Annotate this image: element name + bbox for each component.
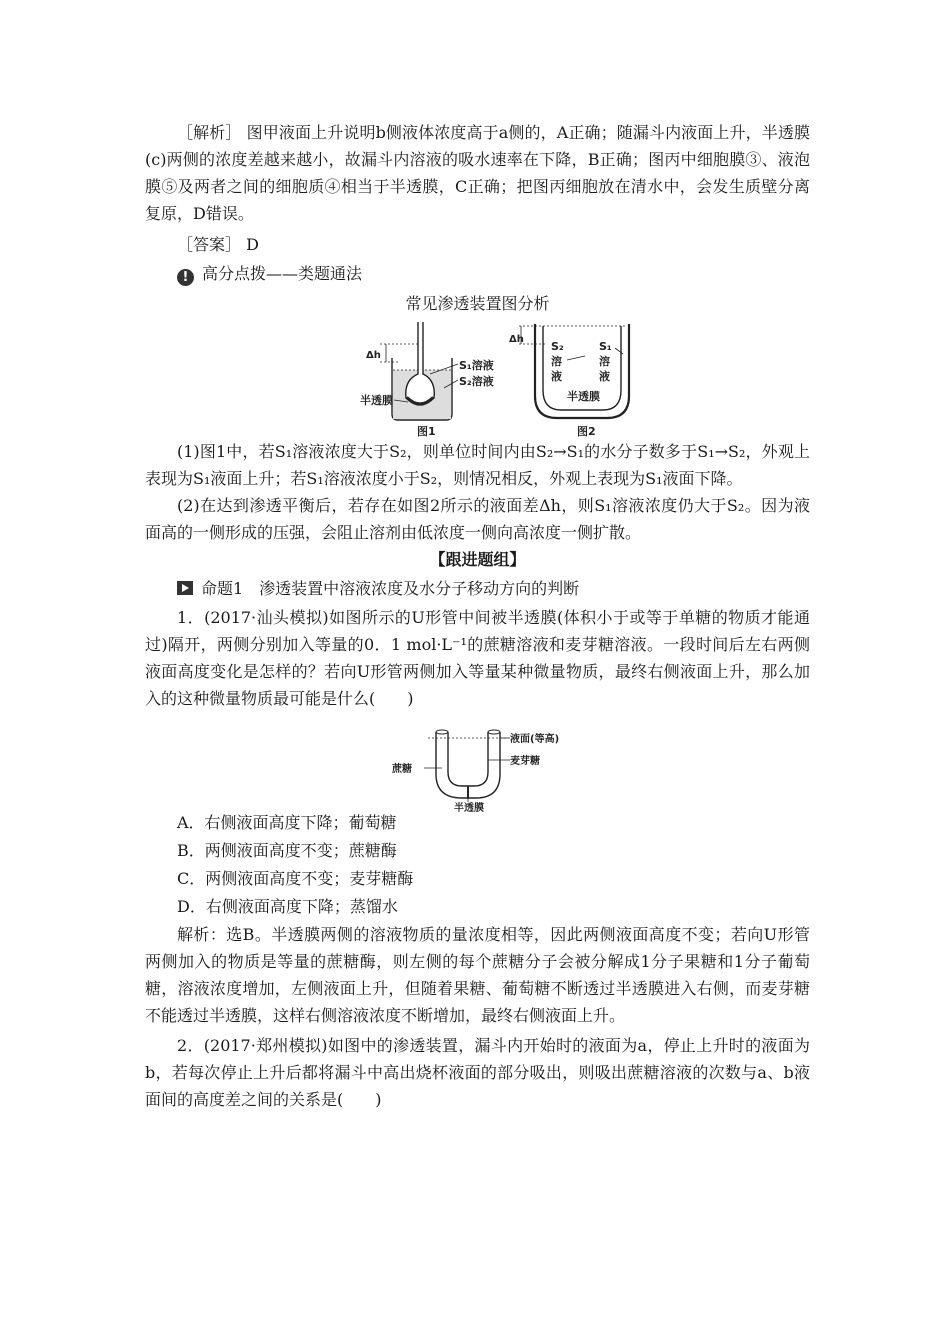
fig2-sol-b-left: 液 xyxy=(551,370,562,383)
option-b: B．两侧液面高度不变；蔗糖酶 xyxy=(177,841,397,860)
q1-membrane-label: 半透膜 xyxy=(454,803,484,812)
answer-line: ［答案］ D xyxy=(177,235,259,254)
section-heading: 【跟进题组】 xyxy=(429,550,526,569)
exclamation-icon: ! xyxy=(177,269,194,286)
point-2-paragraph: (2)在达到渗透平衡后，若存在如图2所示的液面差Δh，则S₁溶液浓度仍大于S₂。因为液面高的一侧形成的压强，会阻止溶剂由低浓度一侧向高浓度一侧扩散。 xyxy=(145,496,810,542)
fig1-s2-label: S₂溶液 xyxy=(459,375,494,388)
q1-maltose-label: 麦芽糖 xyxy=(510,756,540,767)
play-icon xyxy=(177,581,193,595)
fig1-caption: 图1 xyxy=(417,425,436,438)
tip-heading xyxy=(177,261,362,287)
q1-level-label: 液面(等高) xyxy=(510,734,560,745)
question-1-stem: 1．(2017·汕头模拟)如图所示的U形管中间被半透膜(体积小于或等于单糖的物质才能通过)隔开，两侧分别加入等量的0．1 mol·L⁻¹的蔗糖溶液和麦芽糖溶液。一段时间后左右两侧液面高度变化是怎样的？若向U形管两侧加入等量某种微量物质，最终右侧液面上升，那么加入的这种微量物质最可能是什么( ) xyxy=(145,608,810,708)
fig2-caption: 图2 xyxy=(577,425,596,438)
osmosis-figure-2 xyxy=(507,318,657,440)
topic-heading xyxy=(177,576,579,602)
fig2-sol-b-right: 液 xyxy=(599,370,610,383)
option-d: D．右侧液面高度下降；蒸馏水 xyxy=(177,897,398,916)
q1-sucrose-label: 蔗糖 xyxy=(392,764,412,775)
point-1-paragraph: (1)图1中，若S₁溶液浓度大于S₂，则单位时间内由S₂→S₁的水分子数多于S₁→S₂，外观上表现为S₁液面上升；若S₁溶液浓度小于S₂，则情况相反，外观上表现为S₁液面下降。 xyxy=(145,442,810,488)
figure-caption: 常见渗透装置图分析 xyxy=(405,294,550,313)
fig2-sol-a-right: 溶 xyxy=(599,355,610,368)
osmosis-figure-1 xyxy=(360,318,510,440)
analysis-paragraph: ［解析］ 图甲液面上升说明b侧液体浓度高于a侧的，A正确；随漏斗内液面上升，半透膜(c)两侧的浓度差越来越小，故漏斗内溶液的吸水速率在下降，B正确；图丙中细胞膜③、液泡膜⑤及两者之间的细胞质④相当于半透膜，C正确；把图丙细胞放在清水中，会发生质壁分离复原，D错误。 xyxy=(145,123,810,223)
fig1-membrane-label: 半透膜 xyxy=(360,394,393,407)
question-2-stem: 2．(2017·郑州模拟)如图中的渗透装置，漏斗内开始时的液面为a，停止上升时的液面为b，若每次停止上升后都将漏斗中高出烧杯液面的部分吸出，则吸出蔗糖溶液的次数与a、b液面间的高度差之间的关系是( ) xyxy=(145,1036,810,1109)
topic-title: 命题1 渗透装置中溶液浓度及水分子移动方向的判断 xyxy=(201,579,580,598)
fig2-membrane-label: 半透膜 xyxy=(567,390,600,403)
fig2-sol-a-left: 溶 xyxy=(551,355,562,368)
option-c: C．两侧液面高度不变；麦芽糖酶 xyxy=(177,869,414,888)
tip-title: 高分点拨——类题通法 xyxy=(202,264,363,283)
u-tube-figure xyxy=(388,722,568,812)
fig1-delta-label: Δh xyxy=(366,350,381,361)
fig2-s1-label: S₁ xyxy=(599,340,612,353)
fig2-delta-label: Δh xyxy=(509,334,524,345)
fig2-s2-label: S₂ xyxy=(551,340,564,353)
question-1-analysis: 解析：选B。半透膜两侧的溶液物质的量浓度相等，因此两侧液面高度不变；若向U形管两侧加入的物质是等量的蔗糖酶，则左侧的每个蔗糖分子会被分解成1分子果糖和1分子葡萄糖，溶液浓度增加，左侧液面上升，但随着果糖、葡萄糖不断透过半透膜进入右侧，而麦芽糖不能透过半透膜，这样右侧溶液浓度不断增加，最终右侧液面上升。 xyxy=(145,925,810,1025)
option-a: A．右侧液面高度下降；葡萄糖 xyxy=(177,813,397,832)
fig1-s1-label: S₁溶液 xyxy=(459,359,494,372)
